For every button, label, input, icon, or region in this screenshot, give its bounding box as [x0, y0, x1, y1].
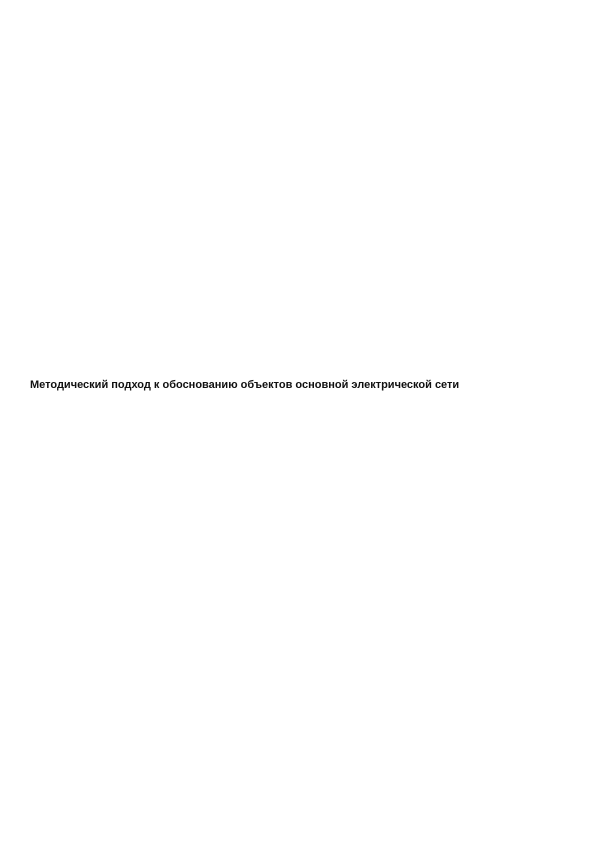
paragraph — [30, 10, 565, 18]
paragraph — [30, 360, 565, 368]
body-section-1 — [30, 10, 565, 368]
paragraph — [30, 200, 565, 208]
paragraph — [30, 243, 565, 251]
paragraph — [30, 156, 565, 164]
paragraph — [30, 517, 565, 525]
paragraph — [30, 229, 565, 237]
paragraph — [30, 54, 565, 62]
paragraph — [30, 25, 565, 33]
paragraph — [30, 83, 565, 91]
paragraph — [30, 272, 565, 280]
body-section-2 — [30, 400, 565, 540]
paragraph — [30, 170, 565, 178]
paragraph — [30, 415, 565, 423]
paragraph — [30, 429, 565, 437]
paragraph — [30, 316, 565, 324]
paragraph — [30, 127, 565, 135]
paragraph — [30, 488, 565, 496]
paragraph — [30, 258, 565, 266]
paragraph — [30, 68, 565, 76]
paragraph — [30, 39, 565, 47]
paragraph — [30, 531, 565, 539]
paragraph — [30, 331, 565, 339]
paragraph — [30, 400, 565, 408]
paragraph — [30, 97, 565, 105]
paragraph — [30, 502, 565, 510]
section-heading: Методический подход к обоснованию объектов основной электрической сети — [30, 379, 460, 392]
paragraph — [30, 112, 565, 120]
paragraph — [30, 473, 565, 481]
paragraph — [30, 345, 565, 353]
paragraph — [30, 287, 565, 295]
paragraph — [30, 141, 565, 149]
paragraph — [30, 444, 565, 452]
paragraph — [30, 459, 565, 467]
paragraph — [30, 302, 565, 310]
paragraph — [30, 185, 565, 193]
paragraph — [30, 214, 565, 222]
